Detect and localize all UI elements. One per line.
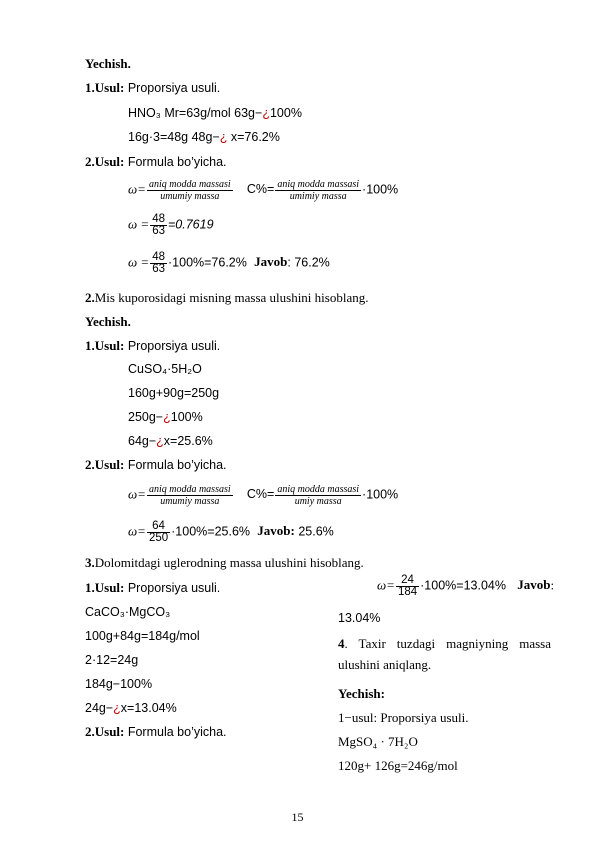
cuso4-formula: CuSO₄·5H₂O: [128, 362, 202, 376]
formula-line-2: ω= $\frac{\text{aniq modda massasi}}{\text{umumiy massa}}$ C%= $\frac{\text{aniq modda massasi}}{\text{umiy massa}}$ ·100%: [128, 484, 399, 507]
dolomite-proportion-2: 24g−¿x=13.04%: [85, 701, 177, 715]
omega-calc-4: ω= $\frac{24}{184}$ ·100%=13.04% Javob:: [377, 574, 555, 598]
dolomite-proportion-1: 184g−100%: [85, 677, 153, 691]
hno3-proportion: HNO₃ Mr=63g/mol 63g−¿100%: [128, 106, 302, 120]
usul2-line: 2.Usul: Formula bo’yicha.: [85, 154, 227, 169]
yechish-heading-4: Yechish:: [338, 686, 385, 701]
omega-calc-3: ω= $\frac{64}{250}$ ·100%=25.6% Javob: 25.6%: [128, 520, 334, 544]
yechish-heading-2: Yechish.: [85, 314, 131, 329]
yechish-heading: Yechish.: [85, 56, 131, 71]
carbon-mass: 2·12=24g: [85, 653, 139, 667]
task-2: 2.Mis kuporosidagi misning massa ulushini hisoblang.: [85, 290, 369, 305]
percent-formula: $\frac{\text{aniq modda massasi}}{\text{umimiy massa}}$: [277, 179, 360, 202]
task-3: 3.Dolomitdagi uglerodning massa ulushini hisoblang.: [85, 555, 364, 570]
task-4: 4. Taxir tuzdagi magniyning massa ulushini aniqlang.: [338, 636, 551, 672]
dolomite-formula: CaCO₃·MgCO₃: [85, 605, 171, 619]
usul2-line-2: 2.Usul: Formula bo’yicha.: [85, 457, 227, 472]
omega-calc-1: ω = $\frac{48}{63}$ =0.7619: [128, 213, 214, 237]
mass-fraction-formula: $\frac{\text{aniq modda massasi}}{\text{umumiy massa}}$: [148, 179, 231, 202]
page-number: 15: [291, 810, 304, 824]
javob-value-4: 13.04%: [338, 611, 381, 625]
cuso4-sum: 160g+90g=250g: [128, 386, 220, 400]
usul1-line: 1.Usul: Proporsiya usuli.: [85, 80, 221, 95]
dolomite-sum: 100g+84g=184g/mol: [85, 629, 200, 643]
usul1-line-3: 1.Usul: Proporsiya usuli.: [85, 580, 221, 595]
usul2-line-3: 2.Usul: Formula bo’yicha.: [85, 724, 227, 739]
formula-line: ω= $\frac{\text{aniq modda massasi}}{\text{umumiy massa}}$ C%= $\frac{\text{aniq modda massasi}}{\text{umimiy massa}}$ ·100%: [128, 179, 399, 202]
usul1-line-4: 1−usul: Proporsiya usuli.: [338, 710, 469, 725]
omega-calc-2: ω = $\frac{48}{63}$ ·100%=76.2% Javob: 76.2%: [128, 251, 330, 275]
usul1-line-2: 1.Usul: Proporsiya usuli.: [85, 338, 221, 353]
proportion-line-2: 16g·3=48g 48g−¿ x=76.2%: [128, 130, 280, 144]
cuso4-proportion-1: 250g−¿100%: [128, 410, 203, 424]
cuso4-proportion-2: 64g−¿x=25.6%: [128, 434, 213, 448]
mgso4-formula: MgSO₄ · 7H₂O: [338, 734, 418, 749]
mgso4-sum: 120g+ 126g=246g/mol: [338, 758, 458, 773]
